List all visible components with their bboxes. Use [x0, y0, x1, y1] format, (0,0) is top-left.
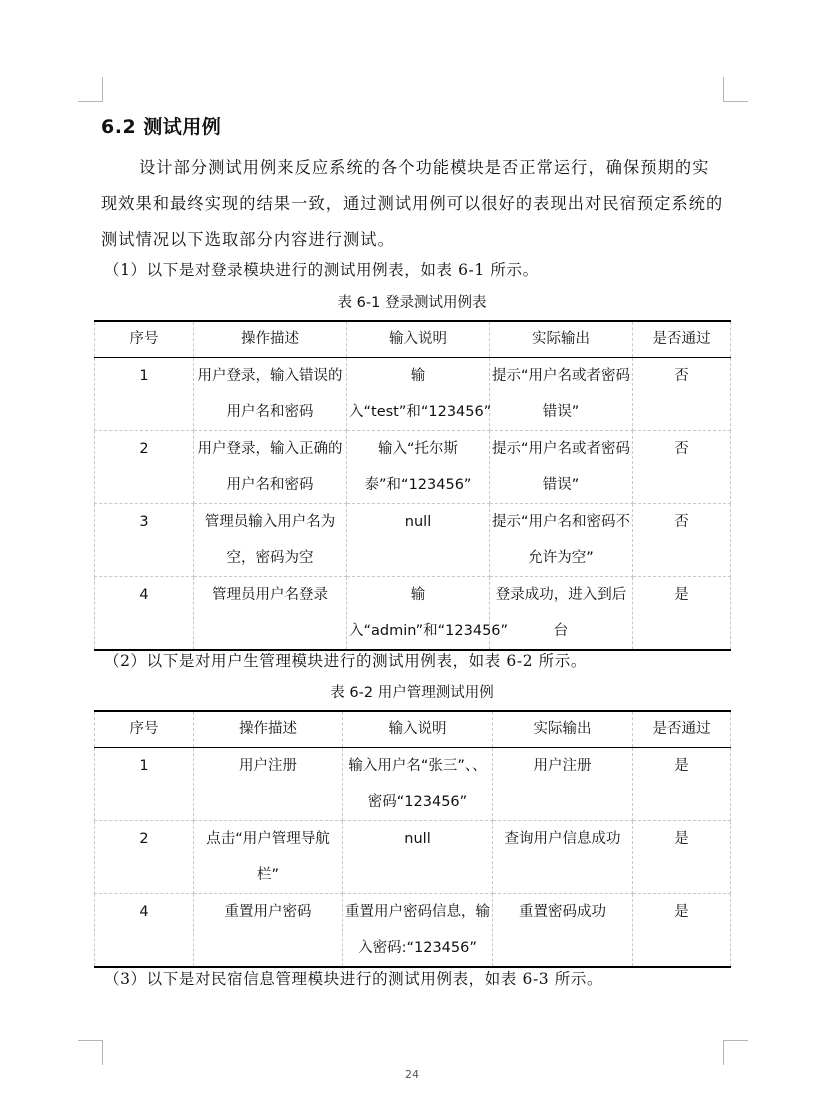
header-cell: 序号 — [95, 321, 194, 358]
cell-action: 管理员输入用户名为空，密码为空 — [194, 504, 347, 577]
cell-input: 输入“admin”和“123456” — [347, 577, 490, 651]
cell-input: 输入“托尔斯泰”和“123456” — [347, 431, 490, 504]
corner-mark-top-right — [723, 77, 748, 102]
cell-input: 重置用户密码信息，输入密码:“123456” — [343, 894, 493, 968]
cell-output: 查询用户信息成功 — [493, 821, 633, 894]
cell-pass: 是 — [633, 577, 731, 651]
header-cell: 实际输出 — [490, 321, 633, 358]
cell-output: 提示“用户名或者密码错误” — [490, 431, 633, 504]
cell-action: 重置用户密码 — [194, 894, 343, 968]
cell-id: 4 — [95, 894, 194, 968]
cell-pass: 是 — [633, 894, 731, 968]
intro-paragraph: 设计部分测试用例来反应系统的各个功能模块是否正常运行，确保预期的实现效果和最终实现的结果一致，通过测试用例可以很好的表现出对民宿预定系统的测试情况以下选取部分内容进行测试。 — [101, 158, 724, 249]
cell-pass: 否 — [633, 358, 731, 431]
table-row — [95, 358, 731, 431]
header-cell: 操作描述 — [194, 711, 343, 748]
cell-output: 用户注册 — [493, 748, 633, 821]
cell-output: 提示“用户名或者密码错误” — [490, 358, 633, 431]
corner-mark-top-left — [78, 77, 103, 102]
table-row — [95, 577, 731, 651]
header-cell: 是否通过 — [633, 321, 731, 358]
table-2-caption: 表 6-2 用户管理测试用例 — [330, 685, 494, 701]
header-cell: 输入说明 — [343, 711, 493, 748]
login-test-table — [94, 320, 731, 651]
header-cell: 是否通过 — [633, 711, 731, 748]
cell-input: 输入用户名“张三”、、密码“123456” — [343, 748, 493, 821]
cell-action: 管理员用户名登录 — [194, 577, 347, 651]
table-row — [95, 431, 731, 504]
corner-mark-bottom-right — [723, 1040, 748, 1065]
cell-id: 1 — [95, 748, 194, 821]
cell-action: 用户注册 — [194, 748, 343, 821]
cell-action: 用户登录，输入正确的用户名和密码 — [194, 431, 347, 504]
header-cell: 输入说明 — [347, 321, 490, 358]
cell-id: 4 — [95, 577, 194, 651]
table-header-row — [95, 711, 731, 748]
cell-input: null — [347, 504, 490, 577]
cell-id: 3 — [95, 504, 194, 577]
table-row — [95, 821, 731, 894]
table-header-row — [95, 321, 731, 358]
cell-pass: 否 — [633, 504, 731, 577]
list-item-2: （2）以下是对用户生管理模块进行的测试用例表，如表 6-2 所示。 — [104, 652, 587, 670]
header-cell: 实际输出 — [493, 711, 633, 748]
cell-pass: 是 — [633, 748, 731, 821]
cell-input: null — [343, 821, 493, 894]
cell-pass: 否 — [633, 431, 731, 504]
cell-action: 点击“用户管理导航栏” — [194, 821, 343, 894]
header-cell: 操作描述 — [194, 321, 347, 358]
list-item-3: （3）以下是对民宿信息管理模块进行的测试用例表，如表 6-3 所示。 — [104, 970, 604, 988]
section-heading: 6.2 测试用例 — [101, 116, 222, 138]
cell-pass: 是 — [633, 821, 731, 894]
corner-mark-bottom-left — [78, 1040, 103, 1065]
cell-id: 2 — [95, 821, 194, 894]
table-row — [95, 748, 731, 821]
table-1-caption: 表 6-1 登录测试用例表 — [337, 295, 487, 311]
list-item-1: （1）以下是对登录模块进行的测试用例表，如表 6-1 所示。 — [104, 261, 539, 279]
cell-output: 重置密码成功 — [493, 894, 633, 968]
table-row — [95, 894, 731, 968]
cell-output: 提示“用户名和密码不允许为空” — [490, 504, 633, 577]
header-cell: 序号 — [95, 711, 194, 748]
cell-output: 登录成功，进入到后台 — [490, 577, 633, 651]
cell-input: 输入“test”和“123456” — [347, 358, 490, 431]
cell-action: 用户登录，输入错误的用户名和密码 — [194, 358, 347, 431]
cell-id: 2 — [95, 431, 194, 504]
page-number: 24 — [405, 1068, 419, 1081]
user-management-test-table — [94, 710, 731, 968]
table-row — [95, 504, 731, 577]
cell-id: 1 — [95, 358, 194, 431]
